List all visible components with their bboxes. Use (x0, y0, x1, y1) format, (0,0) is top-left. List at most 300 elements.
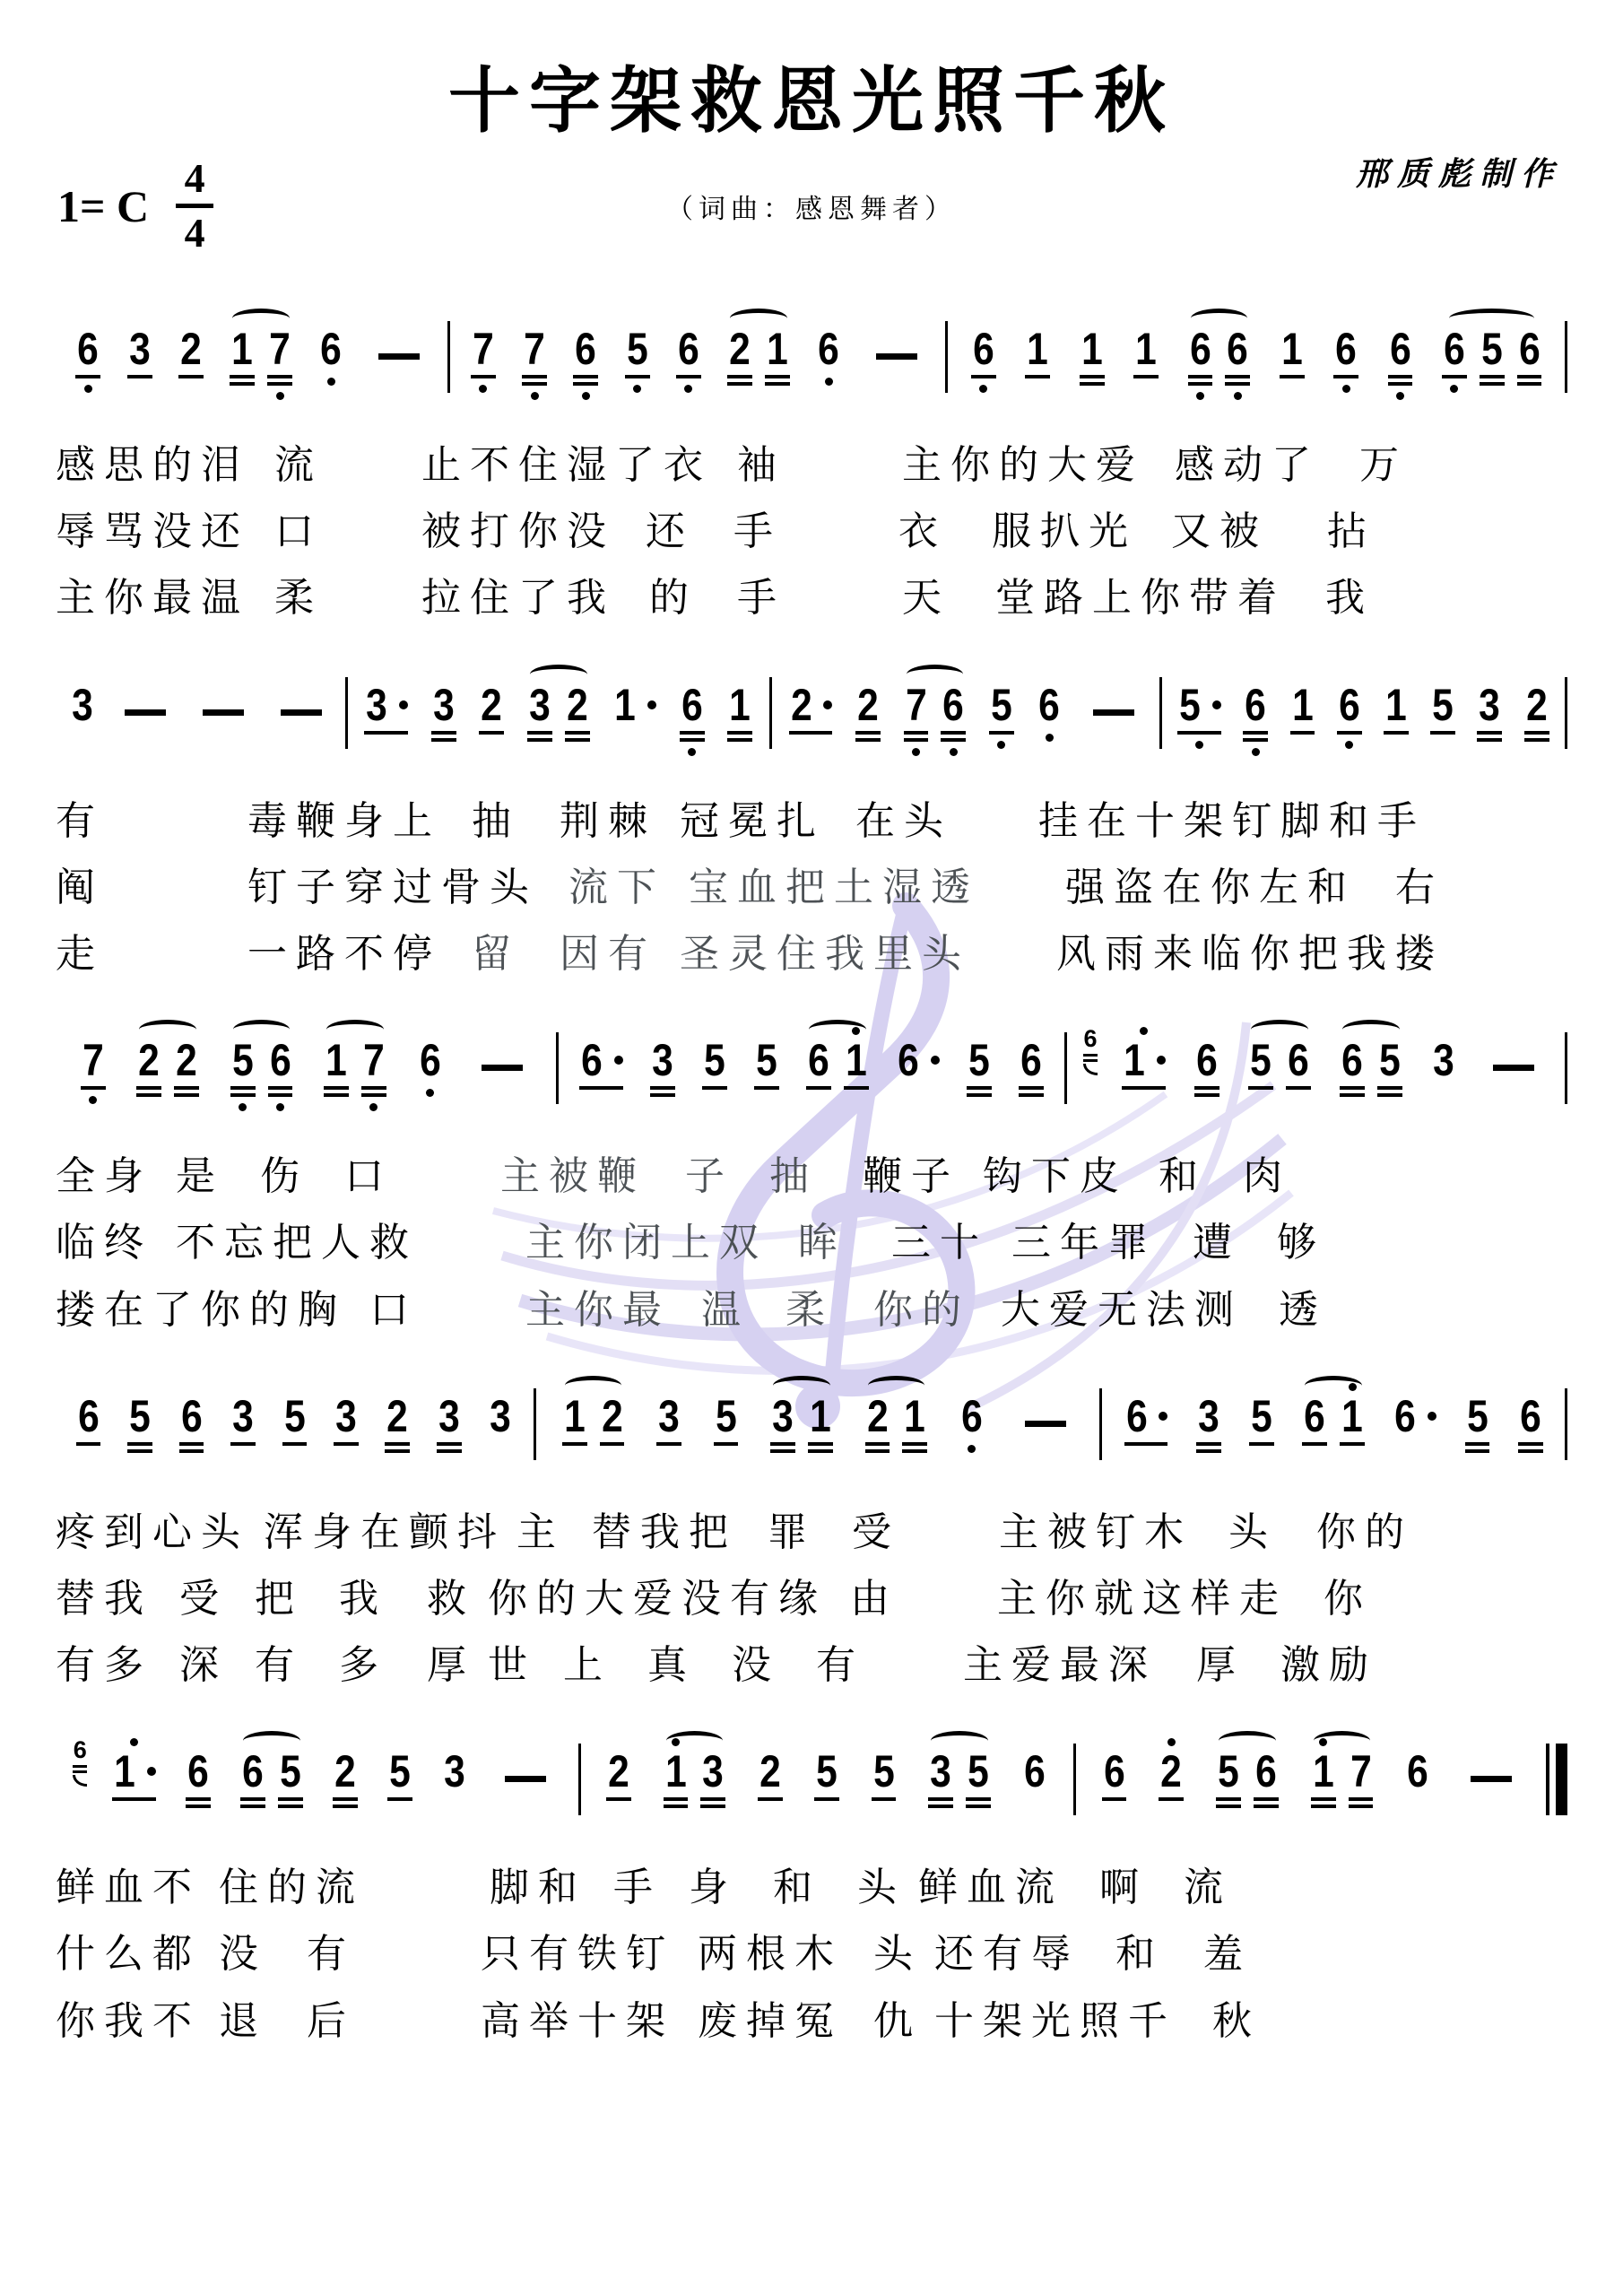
note-bottom (1196, 1439, 1221, 1471)
beam-line (1477, 731, 1502, 735)
lyric-row (56, 445, 1567, 486)
beam-line (1517, 375, 1542, 378)
beam-line (928, 1805, 953, 1808)
note-digit: 5 (704, 1035, 725, 1086)
note-digit-row (1290, 679, 1315, 730)
note-digit: 6 (1125, 1390, 1148, 1441)
note-bottom (1124, 1439, 1168, 1471)
beam-line (1083, 1054, 1098, 1057)
beam-line (1377, 1093, 1402, 1097)
system-2 (56, 668, 1567, 976)
note-digit-row (324, 1035, 349, 1086)
lyric-row (56, 578, 1567, 619)
beam-line (606, 1797, 631, 1801)
beam-line (179, 1442, 204, 1446)
beam-line (437, 1449, 462, 1453)
note (355, 1023, 393, 1115)
note (1182, 312, 1219, 404)
lyric-segment: 后 (307, 1998, 355, 2043)
beam-line (758, 1797, 783, 1801)
octave-dot-low (633, 385, 641, 393)
note-bottom (361, 1083, 386, 1115)
note-bottom (364, 727, 408, 760)
note-digit: 6 (1304, 1390, 1326, 1441)
beam-line (527, 738, 552, 742)
note-digit-row (966, 1746, 991, 1797)
note-bottom (267, 371, 292, 404)
note (1436, 312, 1473, 404)
note-bottom (1159, 1794, 1184, 1826)
beam-line (75, 375, 100, 378)
slur-group (657, 1735, 733, 1826)
beam-line (1517, 382, 1542, 386)
note-digit: 6 (242, 1746, 265, 1797)
note-digit: 5 (1432, 679, 1454, 730)
note (953, 1379, 991, 1471)
note-digit: 1 (1135, 324, 1157, 374)
note-bottom (650, 1083, 675, 1115)
beam-line (808, 1449, 833, 1453)
note-digit: 3 (702, 1746, 725, 1797)
beam-line (1340, 1442, 1365, 1446)
beam-line (1083, 1059, 1098, 1062)
note-digit-row (1311, 1746, 1336, 1797)
note (810, 312, 847, 404)
note (556, 1379, 594, 1471)
augmentation-dot (147, 1767, 156, 1776)
beam-line (522, 375, 547, 378)
beam-line (385, 1449, 410, 1453)
rest-dash (378, 353, 420, 360)
note (1030, 668, 1068, 760)
octave-dot-low (479, 385, 487, 393)
octave-dot-low (327, 378, 335, 386)
beam-line (941, 738, 966, 742)
note-digit-row (1384, 679, 1409, 730)
lyric-segment: 有多 (56, 1643, 152, 1688)
beam-line (1465, 1449, 1490, 1453)
note-digit-row (387, 1746, 412, 1797)
octave-dot-high (672, 1738, 680, 1746)
note-digit: 5 (280, 1746, 301, 1797)
beam-line (1019, 1093, 1044, 1097)
note (748, 1023, 785, 1115)
note-digit-row (902, 1390, 927, 1441)
beam-line (73, 1770, 87, 1773)
note-bottom (1393, 1439, 1436, 1471)
grace-digit: 6 (73, 1736, 87, 1764)
note-bottom (1442, 371, 1467, 404)
note-digit-row (1159, 1746, 1184, 1797)
measure (1162, 668, 1565, 760)
note (606, 668, 663, 760)
measure (1102, 1379, 1565, 1471)
octave-dot-low (1195, 741, 1203, 749)
beam-line (700, 1805, 725, 1808)
note (1152, 1735, 1190, 1826)
note (223, 312, 261, 404)
note (960, 1023, 998, 1115)
note-digit-row (318, 324, 343, 374)
beam-line (1377, 1086, 1402, 1090)
note-digit-row (1480, 324, 1505, 374)
beam-line (186, 1805, 211, 1808)
note-digit: 6 (77, 324, 100, 374)
beam-line (865, 1449, 890, 1453)
note (1273, 312, 1311, 404)
note-digit-row (230, 1035, 256, 1086)
lyric-segment: 钩下皮 (983, 1154, 1128, 1199)
note-bottom (1349, 1794, 1374, 1826)
note-bottom (1517, 371, 1542, 404)
lyric-row (56, 1287, 1567, 1332)
note-digit-row (928, 1746, 953, 1797)
note-digit-row (488, 1390, 513, 1441)
note-bottom (700, 1794, 725, 1826)
note-bottom (1280, 371, 1305, 404)
lyric-segment: 抽 (472, 798, 520, 843)
note (1305, 1735, 1342, 1826)
lyric-segment: 主被钉木 (999, 1509, 1193, 1554)
beam-line (240, 1805, 265, 1808)
beam-line (230, 1086, 256, 1090)
note-digit-row (267, 324, 292, 374)
beam-line (902, 1449, 927, 1453)
note-digit: 6 (808, 1035, 829, 1086)
note-bottom (664, 1794, 689, 1826)
note-digit: 2 (566, 679, 588, 730)
grace-digit: 6 (1083, 1025, 1098, 1053)
note-digit: 6 (897, 1035, 919, 1086)
note (1511, 312, 1549, 404)
note-bottom (282, 1439, 308, 1471)
lyric-segment: 三年罪 (1011, 1221, 1157, 1265)
note-digit: 3 (490, 1390, 512, 1441)
note (516, 312, 553, 404)
note-digit: 5 (231, 1035, 254, 1086)
note (1296, 1379, 1333, 1471)
lyric-segment: 风雨来临你把我搂 (1056, 931, 1444, 976)
lyric-segment: 废掉冤 (698, 1998, 843, 2043)
octave-dot-low (1396, 392, 1404, 400)
octave-dot-high (1349, 1383, 1357, 1391)
note-digit-row (676, 324, 701, 374)
octave-dot-high (1140, 1027, 1148, 1035)
lyric-segment: 挂在十架钉脚和手 (1038, 798, 1426, 843)
augmentation-dot (1428, 1412, 1436, 1421)
octave-dot-low (979, 385, 987, 393)
note-digit-row (664, 1746, 689, 1797)
note (751, 1735, 789, 1826)
note-digit-row (76, 1390, 101, 1441)
note (436, 1735, 473, 1826)
beam-line (1248, 1086, 1273, 1090)
lyric-segment: 深 (179, 1643, 228, 1688)
lyric-segment: 你我不 (56, 1998, 201, 2043)
note (650, 1379, 688, 1471)
note-bottom (127, 371, 152, 404)
note-digit-row (418, 1035, 443, 1086)
note (1237, 668, 1274, 760)
note-digit-row (754, 1035, 779, 1086)
lyric-row (56, 1645, 1567, 1686)
beam-line (1249, 1442, 1274, 1446)
note (707, 1379, 745, 1471)
note-digit-row (896, 1035, 940, 1086)
lyric-segment: 拈 (1327, 509, 1376, 554)
note-bottom (479, 727, 504, 760)
lyric-segment: 又被 (1171, 509, 1268, 554)
lyric-segment: 厚 (1196, 1643, 1245, 1688)
note-digit: 3 (366, 679, 388, 730)
note-digit: 5 (1378, 1035, 1401, 1086)
note-digit-row (1225, 324, 1250, 374)
note (173, 1379, 211, 1471)
lyric-segment: 真 (647, 1643, 696, 1688)
note-digit: 6 (681, 679, 703, 730)
note (70, 1379, 108, 1471)
note-digit: 7 (524, 324, 545, 374)
beam-line (1102, 1797, 1127, 1801)
note-digit: 1 (563, 1390, 586, 1441)
lyric-segment: 有 (56, 798, 104, 843)
octave-dot-low (912, 748, 920, 756)
note-digit-row (971, 324, 996, 374)
beam-line (941, 731, 966, 735)
augmentation-dot (931, 1056, 940, 1065)
octave-dot-low (1252, 748, 1260, 756)
beam-line (1518, 1442, 1543, 1446)
note (559, 668, 596, 760)
note-bottom (565, 727, 590, 760)
beam-line (989, 731, 1014, 735)
beam-line (1254, 1805, 1279, 1808)
note-digit: 6 (1288, 1035, 1309, 1086)
lyric-segment: 口 (274, 509, 323, 554)
note-digit: 5 (715, 1390, 737, 1441)
note-bottom (127, 1439, 152, 1471)
note-digit: 1 (1124, 1035, 1145, 1086)
note-digit: 6 (1196, 1035, 1218, 1086)
note-digit-row (127, 324, 152, 374)
lyricist-credit: （词曲：感恩舞者） (666, 195, 957, 224)
note-digit-row (865, 1390, 890, 1441)
note-bottom (527, 727, 552, 760)
note-digit: 5 (283, 1390, 306, 1441)
lyric-segment: 因有 (560, 931, 656, 976)
lyrics-block (56, 445, 1567, 620)
note-digit: 6 (1103, 1746, 1125, 1797)
note-digit-row (1280, 324, 1305, 374)
slur-group (556, 1379, 631, 1471)
note (430, 1379, 468, 1471)
lyric-segment: 服扒光 (992, 509, 1137, 554)
beam-line (1124, 1442, 1168, 1446)
note-bottom (1524, 727, 1549, 760)
note (1115, 1023, 1172, 1115)
note-digit-row (442, 1746, 467, 1797)
beam-line (928, 1797, 953, 1801)
note-digit-row (334, 1390, 359, 1441)
note-digit-row (1243, 679, 1268, 730)
note-bottom (966, 1794, 991, 1826)
note-digit: 6 (180, 1390, 203, 1441)
note-bottom (1022, 1794, 1047, 1826)
lyric-segment: 两根木 (698, 1932, 843, 1977)
note-digit-row (479, 679, 504, 730)
note (1342, 1735, 1380, 1826)
note-digit-row (1518, 1390, 1543, 1441)
note-digit-row (1254, 1746, 1279, 1797)
octave-dot-low (582, 392, 590, 400)
note-digit: 3 (335, 1390, 357, 1441)
time-lower: 4 (184, 210, 205, 256)
note (381, 1735, 419, 1826)
note (358, 668, 414, 760)
note-digit: 2 (176, 1035, 197, 1086)
note-digit: 2 (1525, 679, 1548, 730)
note-bottom (625, 371, 650, 404)
note-digit-row (765, 324, 790, 374)
note-digit: 1 (231, 324, 254, 374)
note-digit-row (1124, 1390, 1168, 1441)
beam-line (814, 1797, 839, 1801)
measure (450, 312, 945, 404)
system-5 (56, 1735, 1567, 2042)
beam-line (1518, 1449, 1543, 1453)
note-bottom (112, 1794, 156, 1826)
note (224, 1379, 262, 1471)
beam-line (971, 375, 996, 378)
note (179, 1735, 217, 1826)
note-digit-row (1388, 324, 1413, 374)
beam-line (664, 1805, 689, 1808)
lyric-segment: 鲜血不 (56, 1866, 201, 1910)
note-digit-row (1249, 1390, 1274, 1441)
note (1127, 312, 1165, 404)
note-bottom (1188, 371, 1213, 404)
note-bottom (1431, 1083, 1456, 1115)
rest-dash (1471, 1776, 1512, 1782)
note (934, 668, 972, 760)
note-digit: 2 (729, 324, 751, 374)
beam-line (676, 375, 701, 378)
note-bottom (989, 727, 1014, 760)
note-digit-row (1302, 1390, 1327, 1441)
augmentation-dot (399, 700, 408, 709)
lyric-segment: 流 (274, 443, 323, 487)
beam-line (1524, 731, 1549, 735)
beam-line (904, 731, 929, 735)
slur-group (224, 1023, 299, 1115)
note-bottom (268, 1083, 293, 1115)
note-bottom (902, 1439, 927, 1471)
note-digit-row (989, 679, 1014, 730)
note-digit: 7 (905, 679, 927, 730)
lyric-segment: 眸 (798, 1221, 846, 1265)
lyric-segment: 搂在了你的胸 (56, 1287, 346, 1332)
beam-line (579, 1086, 623, 1090)
note-digit: 6 (1189, 324, 1211, 374)
lyric-segment: 荆棘 (560, 798, 656, 843)
note (327, 1379, 365, 1471)
note-bottom (437, 1439, 462, 1471)
note-bottom (230, 1439, 256, 1471)
note-bottom (1518, 1439, 1543, 1471)
note-digit-row (579, 1035, 623, 1086)
note (721, 312, 759, 404)
note-digit: 5 (991, 679, 1012, 730)
octave-dot-high (852, 1027, 860, 1035)
note-bottom (1340, 1083, 1365, 1115)
note-digit-row (136, 1035, 161, 1086)
augmentation-dot (823, 700, 832, 709)
note-bottom (1122, 1083, 1166, 1115)
note-bottom (1388, 371, 1413, 404)
note-digit: 5 (872, 1746, 895, 1797)
note (849, 668, 887, 760)
note-digit: 3 (72, 679, 94, 730)
note-bottom (442, 1794, 467, 1826)
measure (56, 1379, 534, 1471)
lyrics-block (56, 798, 1567, 976)
note-bottom (680, 727, 705, 760)
note-bottom (334, 1439, 359, 1471)
note (594, 1379, 631, 1471)
beam-line (565, 738, 590, 742)
lyric-segment: 天 (902, 576, 950, 621)
note-digit-row (1188, 324, 1213, 374)
lyric-segment: 感思的泪 (56, 443, 249, 487)
note (696, 1023, 733, 1115)
note (1371, 1023, 1409, 1115)
note-bottom (81, 1083, 106, 1115)
note-digit: 6 (972, 324, 994, 374)
note (168, 1023, 205, 1115)
beam-line (127, 375, 152, 378)
note (965, 312, 1002, 404)
note-digit-row (959, 1390, 985, 1441)
note-digit: 1 (1027, 324, 1049, 374)
lyric-segment: 圣灵住我里头 (680, 931, 970, 976)
note (983, 668, 1020, 760)
rest-dash (505, 1776, 546, 1782)
note (1012, 1023, 1050, 1115)
beam-line (1302, 1442, 1327, 1446)
beam-line (650, 1086, 675, 1090)
note (1171, 668, 1228, 760)
note-digit-row (700, 1746, 725, 1797)
beam-line (112, 1797, 156, 1801)
note (1518, 668, 1556, 760)
rest-dash (1025, 1421, 1066, 1427)
note-digit-row (941, 679, 966, 730)
beam-line (278, 1805, 303, 1808)
barline (1565, 1388, 1567, 1460)
note (896, 1379, 933, 1471)
lyric-segment: 强盗在你左和 (1065, 865, 1356, 909)
lyric-segment: 大爱无法测 (1001, 1287, 1243, 1332)
lyric-segment: 万 (1359, 443, 1408, 487)
note (521, 668, 559, 760)
note-digit: 1 (767, 324, 788, 374)
lyric-segment: 够 (1277, 1221, 1325, 1265)
lyric-segment: 救 (427, 1576, 475, 1621)
beam-line (1524, 738, 1549, 742)
note (224, 1023, 262, 1115)
note-digit: 5 (1218, 1746, 1239, 1797)
note (1280, 1023, 1317, 1115)
